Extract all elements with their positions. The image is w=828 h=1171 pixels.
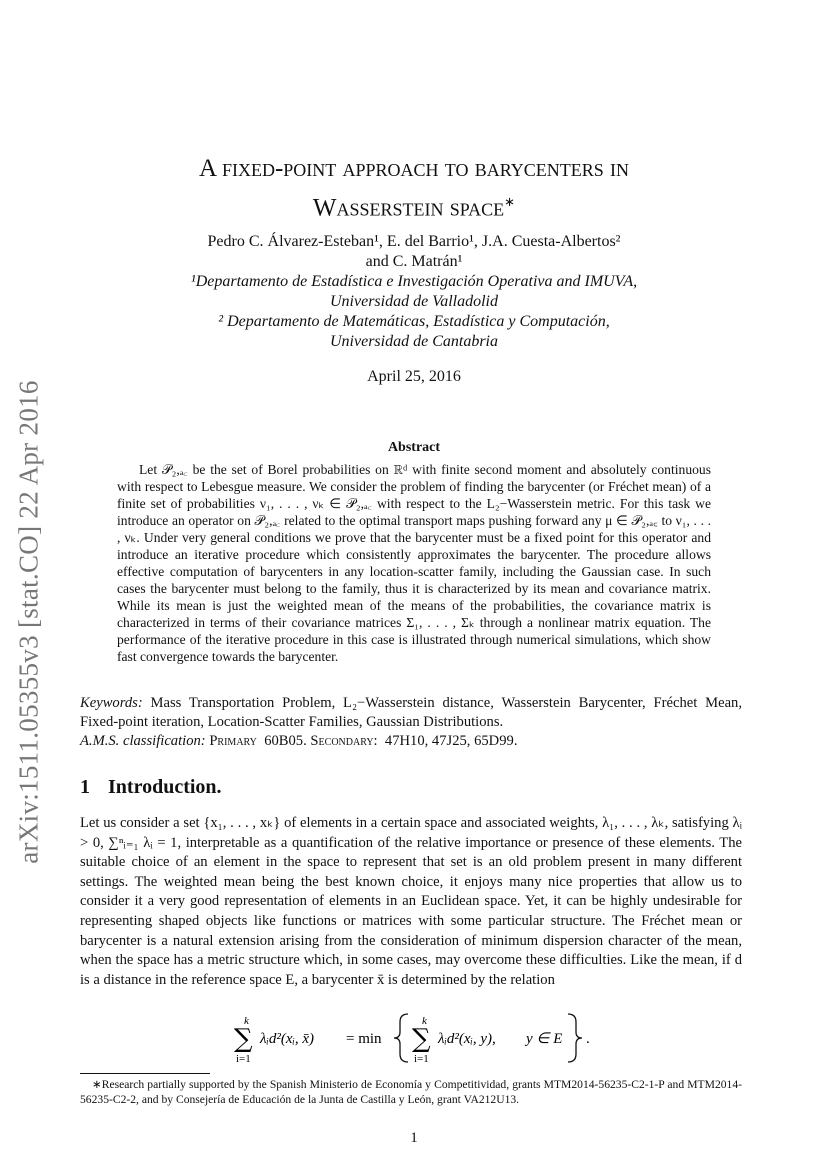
abstract-heading: Abstract — [387, 440, 441, 455]
authors-line-2: and C. Matrán¹ — [365, 253, 463, 270]
ams-secondary-label: Secondary: — [310, 733, 378, 749]
rhs-sum-bottom: i=1 — [414, 1053, 429, 1065]
title-line-2 — [80, 185, 748, 224]
page-number: 1 — [410, 1130, 418, 1146]
equation-svg — [234, 1010, 594, 1066]
lhs-sum-bottom: i=1 — [236, 1053, 251, 1065]
lhs-term: λᵢd²(xᵢ, x̄) — [260, 1031, 315, 1047]
equals-min: = min — [346, 1031, 382, 1047]
keywords-label: Keywords: — [80, 695, 143, 711]
footnote: ∗Research partially supported by the Spanish Ministerio de Economía y Competitividad, grants MTM2014-56235-C2-1-P and MTM2014-56235-C2-2, and by Consejería de Educación de la Junta de Castilla y León, grant VA212U13. — [80, 1078, 742, 1106]
arxiv-id: arXiv:1511.05355v3 [stat.CO] 22 Apr 2016 — [13, 380, 44, 864]
section-number: 1 — [80, 776, 90, 798]
lhs-sum-sign: ∑ — [234, 1024, 253, 1054]
rhs-term: λᵢd²(xᵢ, y), — [438, 1031, 496, 1047]
keywords-line — [80, 694, 742, 732]
section-title: Introduction. — [108, 776, 222, 798]
lhs-sum-top: k — [244, 1015, 249, 1027]
keywords-text: Mass Transportation Problem, L₂−Wasserstein distance, Wasserstein Barycenter, Fréchet Mean, Fixed-point iteration, Location-Scatter Families, Gaussian Distributions. — [80, 695, 742, 730]
paper-title — [80, 152, 748, 224]
ams-label: A.M.S. classification: — [80, 733, 206, 749]
arxiv-sidebar-stamp — [8, 362, 50, 882]
rhs-sum-sign: ∑ — [412, 1024, 431, 1054]
rhs-condition: y ∈ E — [526, 1031, 563, 1047]
ams-primary-label: Primary — [209, 733, 257, 749]
barycenter-equation — [80, 1010, 748, 1066]
title-footnote-mark: ∗ — [504, 194, 516, 209]
title-line-2-text: Wasserstein space — [312, 194, 505, 222]
title-line-1: A fixed-point approach to barycenters in — [199, 155, 629, 182]
authors-line-1: Pedro C. Álvarez-Esteban¹, E. del Barrio¹, J.A. Cuesta-Albertos² — [207, 233, 621, 250]
keywords-block — [80, 694, 742, 751]
footnote-rule — [80, 1073, 210, 1074]
affiliation-1-line-1: ¹Departamento de Estadística e Investigación Operativa and IMUVA, — [190, 273, 638, 290]
equation-period: . — [586, 1031, 590, 1047]
section-heading — [80, 776, 222, 799]
paper-date: April 25, 2016 — [367, 368, 461, 385]
abstract-body: Let 𝒫₂,ₐ꜀ be the set of Borel probabilities on ℝᵈ with finite second moment and absolutely continuous with respect to Lebesgue measure. We consider the problem of finding the barycenter (or Fréchet mean) of a finite set of probabilities ν₁, . . . , νₖ ∈ 𝒫₂,ₐ꜀ with respect to the L₂−Wasserstein metric. For this task we introduce an operator on 𝒫₂,ₐ꜀ related to the optimal transport maps pushing forward any μ ∈ 𝒫₂,ₐ꜀ to ν₁, . . . , νₖ. Under very general conditions we prove that the barycenter must be a fixed point for this operator and introduce an iterative procedure which consistently approximates the barycenter. The procedure allows effective computation of barycenters in any location-scatter family, including the Gaussian case. In such cases the barycenter must belong to the family, thus it is characterized by its mean and covariance matrix. While its mean is just the weighted mean of the means of the probabilities, the covariance matrix is characterized in terms of their covariance matrices Σ₁, . . . , Σₖ through a nonlinear matrix equation. The performance of the iterative procedure in this case is illustrated through numerical simulations, which show fast convergence towards the barycenter. — [117, 462, 711, 664]
ams-line — [80, 732, 742, 751]
left-brace — [394, 1014, 408, 1062]
intro-paragraph: Let us consider a set {x₁, . . . , xₖ} of elements in a certain space and associated weights, λ₁, . . . , λₖ, satisfying λᵢ > 0, ∑ⁿᵢ₌₁ λᵢ = 1, interpretable as a quantification of the relative importance or presence of these elements. The suitable choice of an element in the space to represent that set is an old problem present in many different settings. The weighted mean being the best known choice, it enjoys many nice properties that allow us to consider it a very good representation of elements in an Euclidean space. Yet, it can be highly undesirable for representing shaped objects like functions or matrices with some particular structure. The Fréchet mean or barycenter is a natural extension arising from the consideration of minimum dispersion character of the mean, when the space has a metric structure which, in some cases, may overcome these difficulties. Like the mean, if d is a distance in the reference space E, a barycenter x̄ is determined by the relation — [80, 815, 742, 988]
affiliation-2-line-1: ² Departamento de Matemáticas, Estadística y Computación, — [218, 313, 610, 330]
rhs-sum-top: k — [422, 1015, 427, 1027]
affiliation-2-line-2: Universidad de Cantabria — [330, 333, 498, 350]
affiliation-1-line-2: Universidad de Valladolid — [330, 293, 498, 310]
author-block — [80, 232, 748, 352]
ams-secondary-codes: 47H10, 47J25, 65D99. — [384, 733, 518, 749]
ams-primary-codes: 60B05. — [264, 733, 307, 749]
right-brace — [568, 1014, 582, 1062]
